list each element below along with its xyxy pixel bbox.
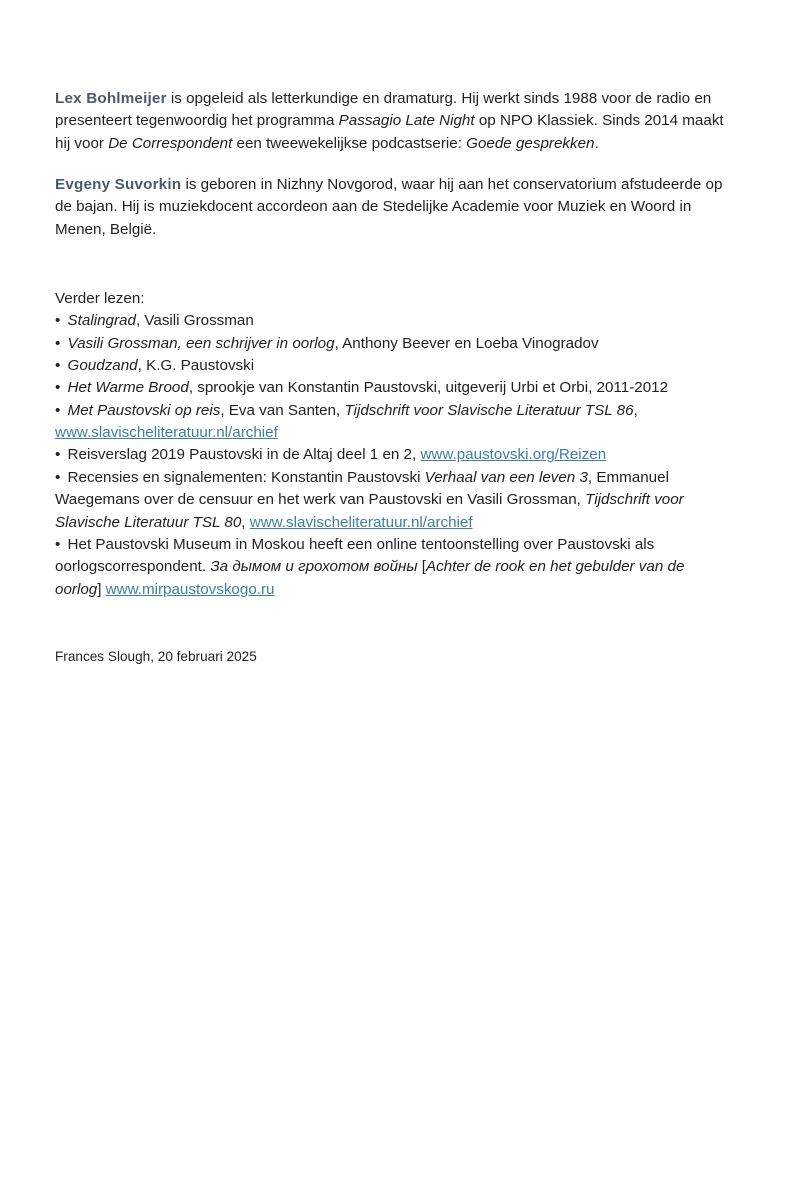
text-run: ]: [97, 580, 106, 598]
bullet-marker: •: [55, 446, 65, 464]
bullet-marker: •: [55, 535, 65, 553]
bio-paragraph: [55, 88, 731, 155]
text-run: is opgeleid als letterkundige en dramaturg. Hij werkt sinds 1988 voor de radio en presenteert tegenwoordig het programma: [55, 90, 712, 130]
text-run: , Eva van Santen,: [220, 401, 345, 419]
bio-paragraph: [55, 174, 731, 241]
external-link[interactable]: www.slavischeliteratuur.nl/archief: [55, 424, 278, 442]
italic-text: Passagio Late Night: [338, 112, 475, 130]
external-link[interactable]: www.mirpaustovskogo.ru: [105, 580, 275, 598]
list-item: [55, 310, 731, 332]
bullet-marker: •: [55, 357, 65, 375]
text-run: ,: [633, 401, 638, 419]
italic-text: Tijdschrift voor Slavische Literatuur TSL 80: [55, 491, 684, 531]
bullet-marker: •: [55, 401, 65, 419]
text-run: Het Paustovski Museum in Moskou heeft een online tentoonstelling over Paustovski als oorlogscorrespondent.: [55, 535, 655, 576]
text-run: , Anthony Beever en Loeba Vinogradov: [334, 334, 599, 352]
text-run: , Emmanuel Waegemans over de censuur en het werk van Paustovski en Vasili Grossman,: [55, 468, 669, 509]
list-item: [55, 467, 731, 534]
text-run: op NPO Klassiek. Sinds 2014 maakt hij voor: [55, 112, 724, 152]
bullet-marker: •: [55, 468, 65, 486]
text-run: een tweewekelijkse podcastserie:: [232, 134, 467, 152]
section-spacer: [55, 260, 731, 288]
text-run: , Vasili Grossman: [135, 312, 254, 330]
italic-text: Het Warme Brood: [67, 379, 189, 397]
further-reading-heading: Verder lezen:: [55, 290, 145, 308]
italic-text: De Correspondent: [108, 134, 233, 152]
text-run: .: [594, 134, 599, 152]
italic-text: За дымом и грохотом войны: [210, 558, 418, 576]
italic-text: Tijdschrift voor Slavische Literatuur TSL 86: [344, 401, 634, 419]
list-item: [55, 355, 731, 377]
list-item: [55, 377, 731, 399]
text-run: [: [417, 558, 427, 576]
bio-name: Evgeny Suvorkin: [55, 176, 182, 194]
text-run: is geboren in Nizhny Novgorod, waar hij aan het conservatorium afstudeerde op de bajan. Hij is muziekdocent accordeon aan de Stedelijke Academie voor Muziek en Woord in Menen, België.: [55, 176, 723, 238]
italic-text: Achter de rook en het gebulder van de oorlog: [55, 558, 685, 598]
external-link[interactable]: www.paustovski.org/Reizen: [420, 446, 607, 464]
bio-name: Lex Bohlmeijer: [55, 90, 167, 107]
list-item: [55, 534, 731, 601]
italic-text: Goede gesprekken: [466, 134, 595, 152]
text-run: , K.G. Paustovski: [137, 357, 255, 375]
italic-text: Goudzand: [67, 357, 138, 375]
list-item: [55, 400, 731, 445]
further-reading-section: [55, 288, 731, 601]
signature-line: Frances Slough, 20 februari 2025: [55, 648, 257, 664]
bullet-marker: •: [55, 334, 65, 352]
text-run: Reisverslag 2019 Paustovski in de Altaj deel 1 en 2,: [67, 446, 421, 464]
italic-text: Vasili Grossman, een schrijver in oorlog: [67, 334, 335, 352]
text-run: ,: [241, 513, 250, 531]
text-run: , sprookje van Konstantin Paustovski, uitgeverij Urbi et Orbi, 2011-2012: [188, 379, 669, 397]
italic-text: Met Paustovski op reis: [67, 401, 221, 419]
italic-text: Verhaal van een leven 3: [424, 468, 588, 486]
bullet-marker: •: [55, 379, 65, 397]
list-item: [55, 333, 731, 355]
list-item: [55, 444, 731, 466]
text-run: Recensies en signalementen: Konstantin Paustovski: [67, 468, 425, 486]
italic-text: Stalingrad: [67, 312, 136, 330]
external-link[interactable]: www.slavischeliteratuur.nl/archief: [249, 513, 473, 531]
bio-section: [55, 88, 731, 241]
bullet-marker: •: [55, 312, 65, 330]
further-reading-list: [55, 310, 731, 600]
